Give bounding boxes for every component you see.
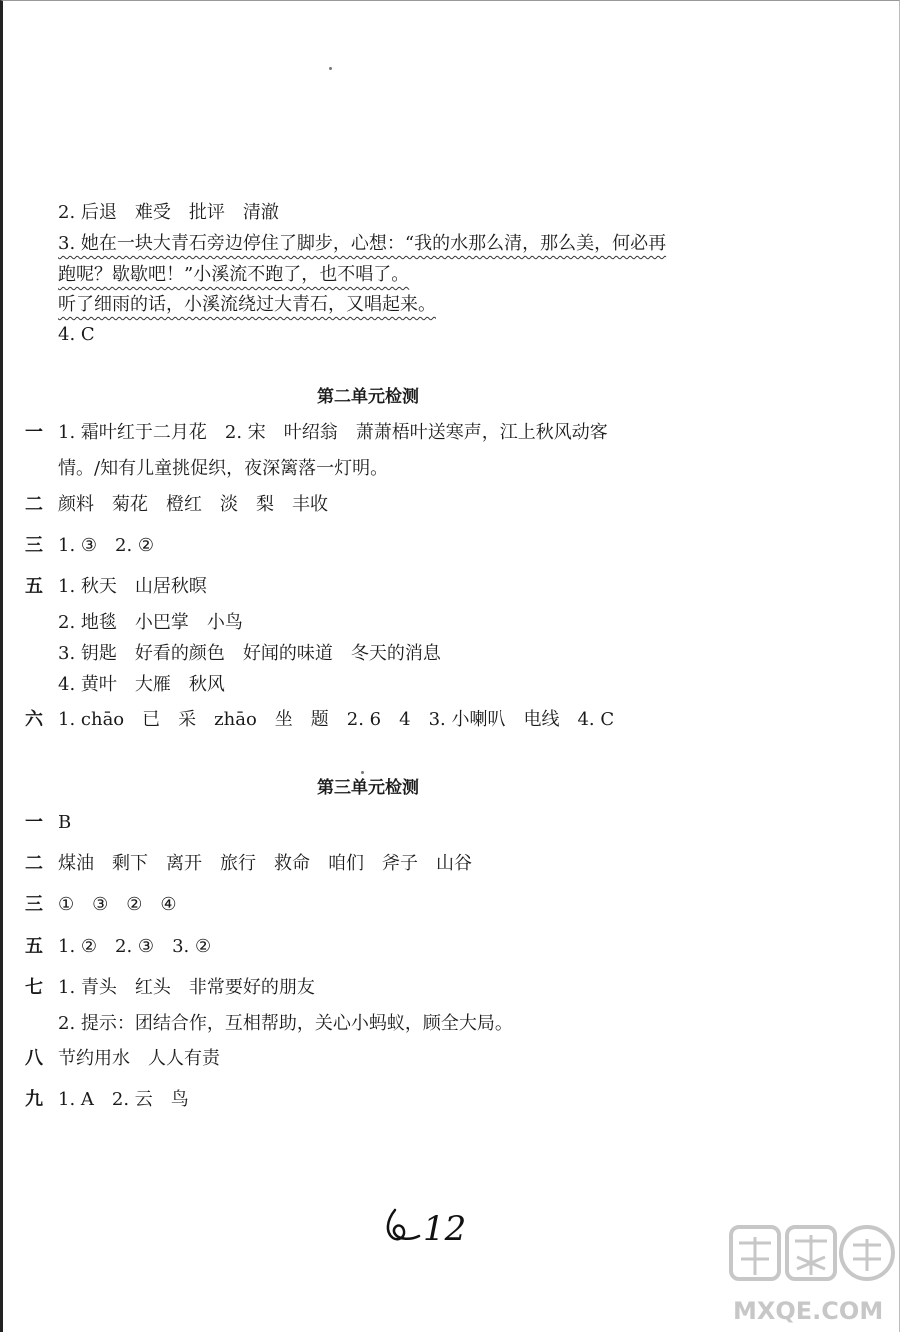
unit-2-q5-line-4: 4. 黄叶 大雁 秋风 [58,674,225,695]
question-marker-3: 三 [25,894,43,915]
unit-3-q1: B [58,812,72,833]
question-marker-9: 九 [25,1089,43,1110]
unit-2-q1-line-2: 情。/知有儿童挑促织，夜深篱落一灯明。 [58,458,389,479]
unit-3-q8: 节约用水 人人有责 [58,1048,220,1069]
handwritten-page-number: 12 [423,1209,467,1249]
unit-2-heading: 第二单元检测 [317,387,419,407]
question-marker-6: 六 [25,709,43,730]
svg-text:MXQE.COM: MXQE.COM [733,1297,884,1325]
answer-item-2: 2. 后退 难受 批评 清澈 [58,202,279,223]
question-marker-3: 三 [25,535,43,556]
unit-3-heading: 第三单元检测 [317,778,419,798]
unit-3-q2: 煤油 剩下 离开 旅行 救命 咱们 斧子 山谷 [58,853,472,874]
unit-3-q7-line-2: 2. 提示：团结合作，互相帮助，关心小蚂蚁，顾全大局。 [58,1013,513,1034]
question-marker-5: 五 [25,576,43,597]
question-marker-2: 二 [25,494,43,515]
unit-3-q7-line-1: 1. 青头 红头 非常要好的朋友 [58,977,315,998]
unit-3-q9: 1. A 2. 云 鸟 [58,1089,189,1110]
unit-2-q2: 颜料 菊花 橙红 淡 梨 丰收 [58,494,328,515]
unit-2-q1-line-1: 1. 霜叶红于二月花 2. 宋 叶绍翁 萧萧梧叶送寒声，江上秋风动客 [58,422,608,443]
unit-2-q3: 1. ③ 2. ② [58,535,155,556]
watermark-logo-icon [725,1219,897,1329]
unit-2-q5-line-2: 2. 地毯 小巴掌 小鸟 [58,612,243,633]
handwritten-scribble-icon [381,1206,425,1246]
question-marker-5: 五 [25,936,43,957]
answer-item-3-line-3: 听了细雨的话，小溪流绕过大青石，又唱起来。 [58,294,436,315]
answer-item-3-line-2: 跑呢？歇歇吧！”小溪流不跑了，也不唱了。 [58,264,410,285]
unit-3-q5: 1. ② 2. ③ 3. ② [58,936,212,957]
question-marker-1: 一 [25,422,43,443]
answer-item-3-line-1: 3. 她在一块大青石旁边停住了脚步，心想：“我的水那么清，那么美，何必再 [58,233,667,254]
scan-speck [329,67,332,70]
unit-3-q3: ① ③ ② ④ [58,894,177,915]
question-marker-7: 七 [25,977,43,998]
question-marker-1: 一 [25,812,43,833]
answer-item-4: 4. C [58,324,95,345]
question-marker-8: 八 [25,1048,43,1069]
unit-2-q6: 1. chāo 已 采 zhāo 坐 题 2. 6 4 3. 小喇叭 电线 4. C [58,709,615,730]
question-marker-2: 二 [25,853,43,874]
scan-speck [361,771,364,774]
unit-2-q5-line-1: 1. 秋天 山居秋暝 [58,576,207,597]
unit-2-q5-line-3: 3. 钥匙 好看的颜色 好闻的味道 冬天的消息 [58,643,441,664]
